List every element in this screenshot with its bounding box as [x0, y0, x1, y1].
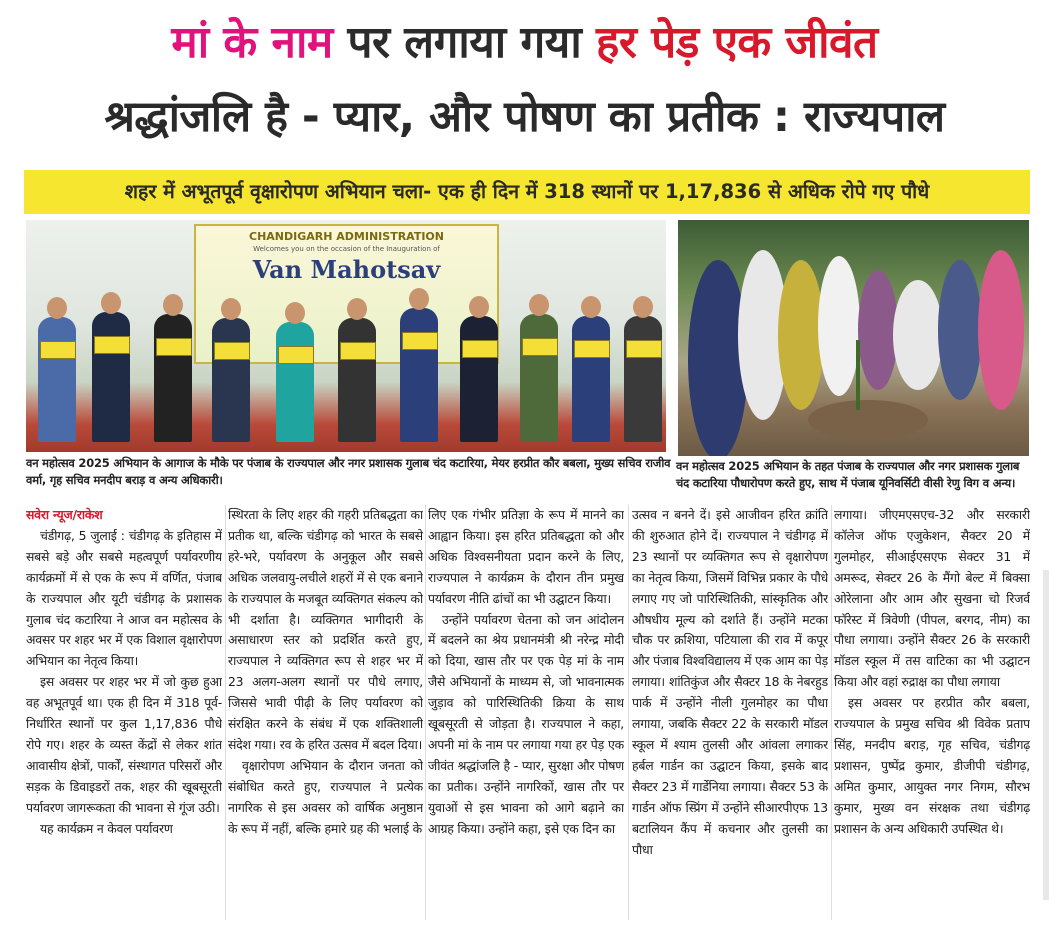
article-column-2 — [228, 505, 423, 925]
article-column-3 — [428, 505, 624, 925]
subheadline-banner: शहर में अभूतपूर्व वृक्षारोपण अभियान चला- एक ही दिन में 318 स्थानों पर 1,17,836 से अधिक रोपे गए पौधे — [24, 170, 1030, 214]
person — [338, 318, 376, 442]
paragraph: इस अवसर पर हरप्रीत कौर बबला, राज्यपाल के प्रमुख सचिव श्री विवेक प्रताप सिंह, मनदीप बराड़, गृह सचिव, चंडीगढ़ प्रशासन, पुष्पेंद्र कुमार, डीजीपी चंडीगढ़, अमित कुमार, आयुक्त नगर निगम, सौरभ कुमार, मुख्य वन संरक्षक तथा चंडीगढ़ प्रशासन के अन्य अधिकारी उपस्थित थे। — [834, 695, 1030, 836]
person — [572, 316, 610, 442]
article-column-1 — [26, 505, 222, 925]
person — [212, 318, 250, 442]
paragraph: लिए एक गंभीर प्रतिज्ञा के रूप में मानने का आह्वान किया। इस हरित प्रतिबद्धता को और अधिक विश्वसनीयता प्रदान करने के लिए, राज्यपाल ने कार्यक्रम के दौरान तीन प्रमुख पर्यावरण नीति ढांचों का भी उद्घाटन किया। — [428, 507, 624, 606]
paragraph: वृक्षारोपण अभियान के दौरान जनता को संबोधित करते हुए, राज्यपाल ने प्रत्येक नागरिक से इस अवसर को वार्षिक अनुष्ठान के रूप में नहीं, बल्कि हमारे ग्रह की भलाई के — [228, 757, 423, 836]
person — [154, 314, 192, 442]
article-column-5 — [834, 505, 1030, 925]
headline-line-1 — [0, 10, 1049, 76]
sapling — [856, 340, 860, 410]
headline-pink-part: मां के नाम — [171, 17, 333, 68]
person — [460, 316, 498, 442]
paragraph: उन्होंने पर्यावरण चेतना को जन आंदोलन में बदलने का श्रेय प्रधानमंत्री श्री नरेन्द्र मोदी को दिया, खास तौर पर एक पेड़ मां के नाम जैसे अभियानों के माध्यम से, जो भावनात्मक जुड़ाव को पारिस्थितिकी क्रिया के साथ खूबसूरती से जोड़ता है। राज्यपाल ने कहा, अपनी मां के नाम पर लगाया गया हर पेड़ एक जीवंत श्रद्धांजलि है - प्यार, सुरक्षा और पोषण का प्रतीक। उन्होंने नागरिकों, खास तौर पर युवाओं से इस भावना को आगे बढ़ाने का आग्रह किया। उन्होंने कहा, इसे एक दिन का — [428, 611, 624, 836]
banner-welcome: Welcomes you on the occasion of the Inauguration of — [253, 245, 440, 253]
person — [624, 316, 662, 442]
photo-inauguration-group — [26, 220, 666, 452]
photo-tree-planting — [678, 220, 1029, 456]
article-column-4 — [632, 505, 828, 925]
banner-title: Van Mahotsav — [252, 255, 441, 284]
paragraph: चंडीगढ़, 5 जुलाई : चंडीगढ़ के इतिहास में सबसे बड़े और सबसे महत्वपूर्ण पर्यावरणीय कार्यक्रमों में से एक के रूप में वर्णित, पंजाब के राज्यपाल और यूटी चंडीगढ़ के प्रशासक गुलाब चंद कटारिया ने आज वन महोत्सव के अवसर पर शहर भर में एक विशाल वृक्षारोपण अभियान का नेतृत्व किया। — [26, 527, 222, 669]
photo-caption-1: वन महोत्सव 2025 अभियान के आगाज के मौके पर पंजाब के राज्यपाल और नगर प्रशासक गुलाब चंद कटारिया, मेयर हरप्रीत कौर बबला, मुख्य सचिव राजीव वर्मा, गृह सचिव मनदीप बराड़ व अन्य अधिकारी। — [26, 456, 671, 487]
paragraph: स्थिरता के लिए शहर की गहरी प्रतिबद्धता का प्रतीक था, बल्कि चंडीगढ़ को भारत के सबसे हरे-भरे, पर्यावरण के अनुकूल और सबसे अधिक जलवायु-लचीले शहरों में से एक बनाने के राज्यपाल के मजबूत व्यक्तिगत संकल्प को भी दर्शाता है। व्यक्तिगत भागीदारी के असाधारण स्तर को प्रदर्शित करते हुए, राज्यपाल ने व्यक्तिगत रूप से शहर भर में 23 अलग-अलग स्थानों पर पौधे लगाए, जिससे भावी पीढ़ी के लिए पर्यावरण को संरक्षित करने के संबंध में एक शक्तिशाली संदेश गया। रव के हरित उत्सव में बदल दिया। — [228, 507, 423, 752]
page-edge — [1043, 570, 1049, 900]
banner-org: CHANDIGARH ADMINISTRATION — [249, 230, 444, 243]
person — [38, 317, 76, 442]
headline-dark-part: पर लगाया गया — [347, 17, 582, 68]
byline: सवेरा न्यूज/राकेश — [26, 507, 103, 522]
person — [92, 312, 130, 442]
person — [520, 314, 558, 442]
paragraph: इस अवसर पर शहर भर में जो कुछ हुआ वह अभूतपूर्व था। एक ही दिन में 318 पूर्व-निर्धारित स्थानों पर कुल 1,17,836 पौधे रोपे गए। शहर के व्यस्त केंद्रों से लेकर शांत आवासीय क्षेत्रों, पार्कों, संस्थागत परिसरों और सड़क के डिवाइडरों तक, शहर की खूबसूरती पर्यावरण जागरूकता की भावना से गूंज उठी। — [26, 674, 222, 815]
photo-caption-2: वन महोत्सव 2025 अभियान के तहत पंजाब के राज्यपाल और नगर प्रशासक गुलाब चंद कटारिया पौधारोपण करते हुए, साथ में पंजाब यूनिवर्सिटी वीसी रेणु विग व अन्य। — [676, 458, 1032, 492]
paragraph: उत्सव न बनने दें। इसे आजीवन हरित क्रांति की शुरुआत होने दें। राज्यपाल ने चंडीगढ़ में 23 स्थानों पर व्यक्तिगत रूप से वृक्षारोपण का नेतृत्व किया, जिसमें विभिन्न प्रकार के पौधे लगाए गए जो पारिस्थितिकी, सांस्कृतिक और औषधीय मूल्य को दर्शाते हैं। उन्होंने मटका चौक पर क्रशिया, पटियाला की राव में कपूर और पंजाब विश्वविद्यालय में एक आम का पेड़ लगाया। शांतिकुंज और सैक्टर 18 के नेबरहुड पार्क में उन्होंने नीली गुलमोहर का पौधा लगाया, जबकि सैक्टर 22 के सरकारी मॉडल स्कूल में श्याम तुलसी और आंवला लगाकर हर्बल गार्डन का उद्घाटन किया, इसके बाद सैक्टर 23 में गार्डेनिया लगाया। सैक्टर 53 के गार्डन ऑफ स्प्रिंग में उन्होंने सीआरपीएफ 13 बटालियन कैंप में कचनार और तुलसी का पौधा — [632, 507, 828, 857]
paragraph: यह कार्यक्रम न केवल पर्यावरण — [40, 820, 173, 836]
paragraph: लगाया। जीएमएसएच-32 और सरकारी कॉलेज ऑफ एजुकेशन, सैक्टर 20 में गुलमोहर, सीआईएसएफ सेक्टर 31 में अमरूद, सेक्टर 26 के मैंगो बेल्ट में बिक्सा ओरेलाना और आम और सुखना चो रिजर्व फॉरेस्ट में त्रिवेणी (पीपल, बरगद, नीम) का पौधा लगाया। उन्होंने सैक्टर 26 के सरकारी मॉडल स्कूल में तस वाटिका का भी उद्घाटन किया और वहां रुद्राक्ष का पौधा लगाया — [834, 507, 1030, 690]
headline-line-2: श्रद्धांजलि है - प्यार, और पोषण का प्रतीक : राज्यपाल — [104, 92, 945, 142]
person — [276, 322, 314, 442]
person — [400, 308, 438, 442]
headline-red-part: हर पेड़ एक जीवंत — [596, 17, 878, 68]
